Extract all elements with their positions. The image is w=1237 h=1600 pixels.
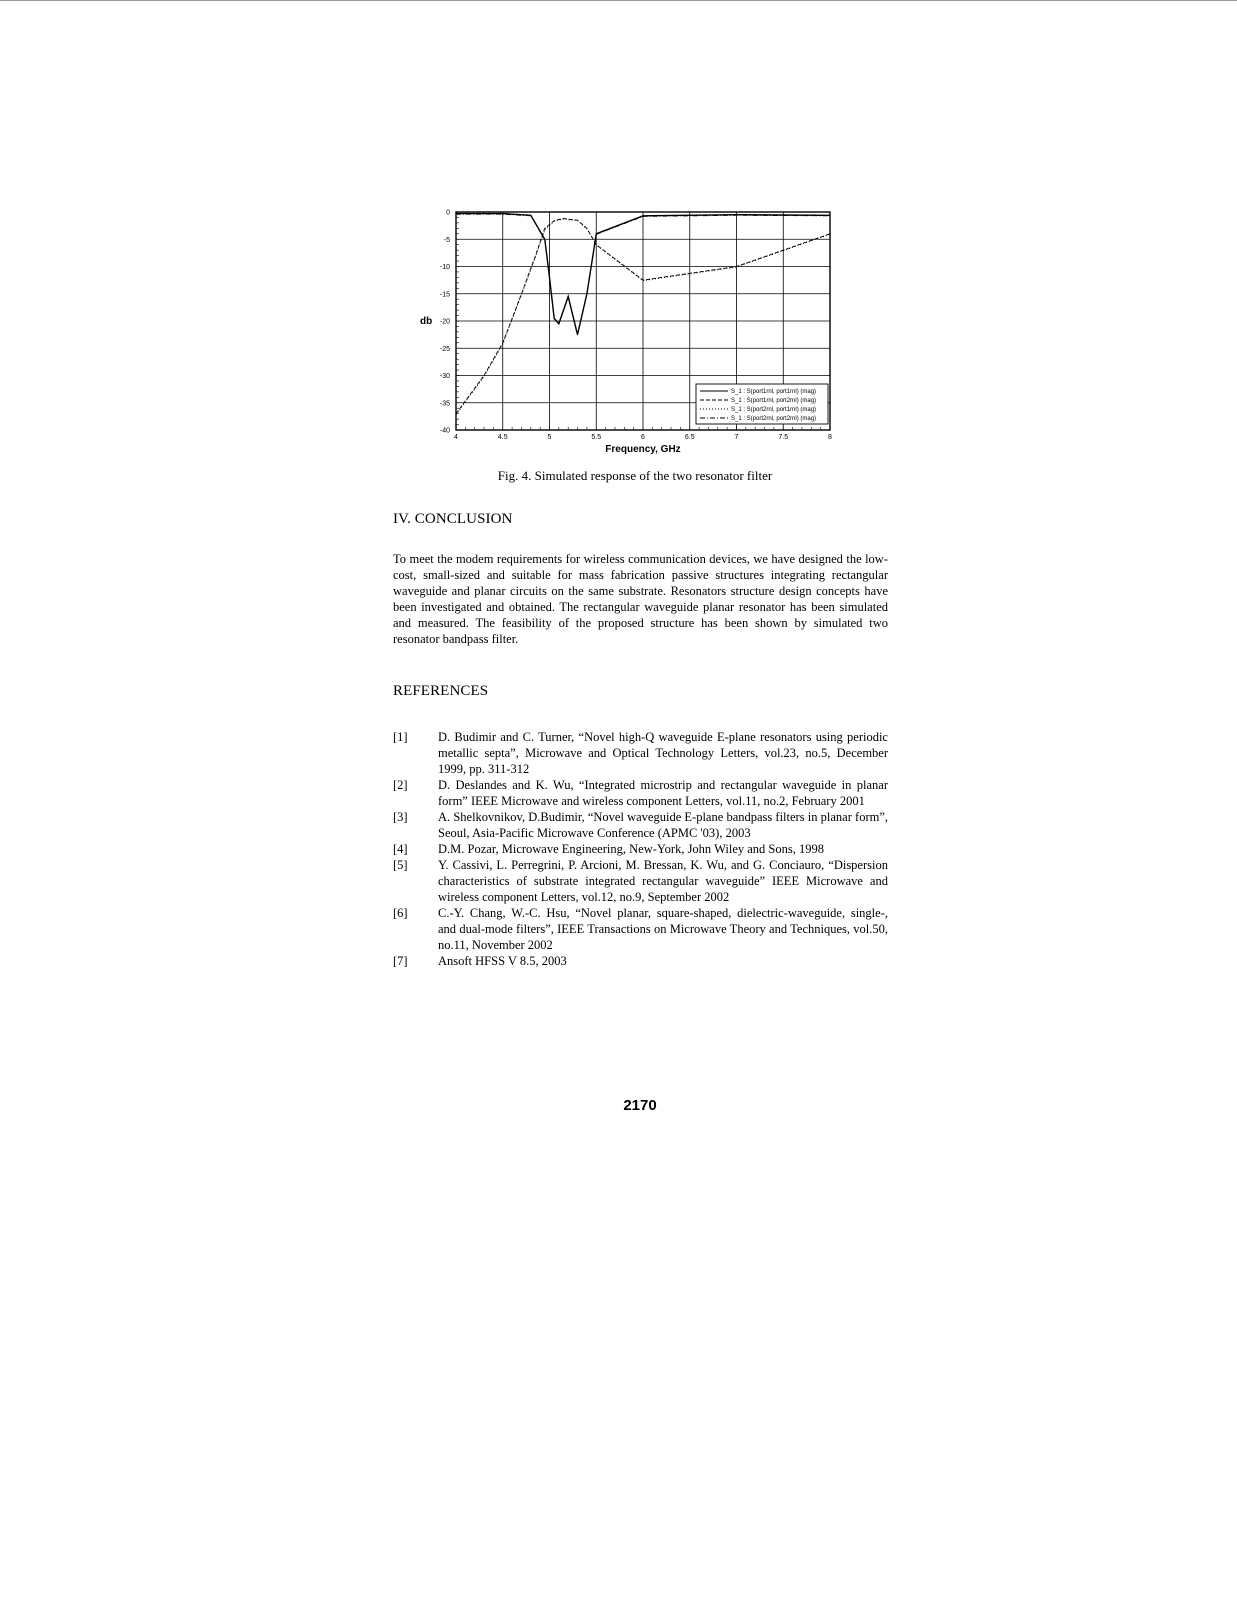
y-tick-label: -10 <box>439 264 450 271</box>
page-number: 2170 <box>623 1097 657 1114</box>
reference-list <box>393 729 888 969</box>
legend-label: S_1 : S(port1rnl, port1rnl) (mag) <box>731 389 817 395</box>
conclusion-heading: IV. CONCLUSION <box>393 511 513 527</box>
references-heading: REFERENCES <box>393 683 489 699</box>
y-tick-label: -35 <box>439 400 450 408</box>
reference-text: Ansoft HFSS V 8.5, 2003 <box>438 954 567 968</box>
reference-text: C.-Y. Chang, W.-C. Hsu, “Novel planar, square-shaped, dielectric-waveguide, single-, and dual-mode filters”, IEEE Transactions on Microwave Theory and Techniques, vol.50, no.11, November 2002 <box>438 906 888 952</box>
x-tick-label: 8 <box>828 434 832 441</box>
x-tick-label: 7.5 <box>778 434 789 441</box>
legend-label: S_1 : S(port1rnl, port2rnl) (mag) <box>731 398 817 404</box>
reference-item <box>393 953 888 969</box>
x-axis-title: Frequency, GHz <box>605 444 681 455</box>
reference-item <box>393 729 888 777</box>
y-axis-title: db <box>420 316 433 327</box>
x-tick-label: 7 <box>734 434 739 441</box>
s-parameter-chart <box>400 200 860 462</box>
x-tick-label: 4.5 <box>497 434 508 441</box>
x-tick-label: 6 <box>641 434 645 441</box>
y-tick-label: -25 <box>439 345 450 353</box>
reference-item <box>393 841 888 857</box>
reference-text: A. Shelkovnikov, D.Budimir, “Novel waveguide E-plane bandpass filters in planar form”, Seoul, Asia-Pacific Microwave Conference (APMC '03), 2003 <box>438 810 888 840</box>
conclusion-paragraph: To meet the modem requirements for wireless communication devices, we have designed the low-cost, small-sized and suitable for mass fabrication passive structures integrating rectangular waveguide and planar circuits on the same substrate. Resonators structure design concepts have been investigated and obtained. The rectangular waveguide planar resonator has been simulated and measured. The feasibility of the proposed structure has been shown by simulated two resonator bandpass filter. <box>393 552 888 646</box>
reference-number: [5] <box>393 858 408 872</box>
reference-text: D. Budimir and C. Turner, “Novel high-Q waveguide E-plane resonators using periodic metallic septa”, Microwave and Optical Technology Letters, vol.23, no.5, December 1999, pp. 311-312 <box>438 730 888 776</box>
reference-text: D.M. Pozar, Microwave Engineering, New-York, John Wiley and Sons, 1998 <box>438 842 824 856</box>
reference-item <box>393 777 888 809</box>
y-tick-label: -20 <box>439 318 450 326</box>
x-tick-label: 5.5 <box>591 434 602 441</box>
page-top-rule <box>0 0 1237 1</box>
reference-number: [7] <box>393 954 408 968</box>
reference-number: [4] <box>393 842 408 856</box>
y-tick-label: -30 <box>439 373 450 380</box>
reference-number: [3] <box>393 810 408 824</box>
figure-4 <box>400 200 860 470</box>
reference-number: [1] <box>393 730 408 744</box>
reference-number: [6] <box>393 906 408 920</box>
y-tick-label: -5 <box>443 236 450 244</box>
x-tick-label: 6.5 <box>684 434 695 441</box>
reference-item <box>393 905 888 953</box>
figure-caption: Fig. 4. Simulated response of the two resonator filter <box>497 468 773 483</box>
y-tick-label: 0 <box>446 209 450 217</box>
reference-number: [2] <box>393 778 408 792</box>
y-tick-label: -15 <box>439 291 450 299</box>
reference-item <box>393 809 888 841</box>
x-tick-label: 4 <box>454 434 458 441</box>
legend-label: S_1 : S(port2rnl, port2rnl) (mag) <box>731 416 817 422</box>
x-tick-label: 5 <box>547 434 552 441</box>
y-tick-label: -40 <box>439 427 450 435</box>
reference-text: Y. Cassivi, L. Perregrini, P. Arcioni, M. Bressan, K. Wu, and G. Conciauro, “Dispersion characteristics of substrate integrated rectangular waveguide” IEEE Microwave and wireless component Letters, vol.12, no.9, September 2002 <box>438 858 888 904</box>
reference-text: D. Deslandes and K. Wu, “Integrated microstrip and rectangular waveguide in planar form” IEEE Microwave and wireless component Letters, vol.11, no.2, February 2001 <box>438 778 888 808</box>
reference-item <box>393 857 888 905</box>
legend-label: S_1 : S(port2rnl, port1rnl) (mag) <box>731 407 817 413</box>
